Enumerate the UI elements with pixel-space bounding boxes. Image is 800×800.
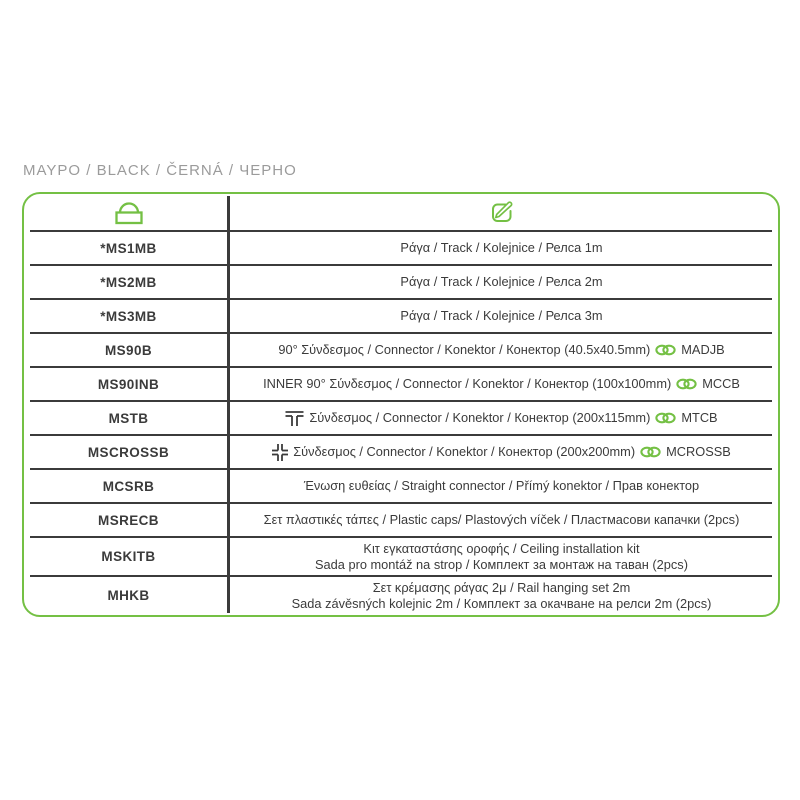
product-description: Σύνδεσμος / Connector / Konektor / Конектор (200x115mm) [309,410,651,425]
chain-link-icon [655,412,676,424]
product-description: INNER 90° Σύνδεσμος / Connector / Konektor / Конектор (100x100mm) [263,376,672,391]
table-row [30,230,772,264]
table-row [30,298,772,332]
color-variant-heading: ΜΑΥΡΟ / BLACK / ČERNÁ / ЧЕРНО [23,162,297,179]
product-description: Ράγα / Track / Kolejnice / Релса 2m [400,274,603,289]
related-product-code: MADJB [681,342,725,357]
table-body [30,230,772,614]
product-description: Σετ πλαστικές τάπες / Plastic caps/ Plastových víček / Пластмасови капачки (2pcs) [263,512,740,527]
product-code: MS90B [104,342,152,358]
chain-link-icon [676,378,697,390]
product-code: MSTB [108,410,149,426]
product-code: MHKB [107,588,150,603]
table-row [30,400,772,434]
table-row [30,434,772,468]
chain-link-icon [640,446,661,458]
product-description: Sada závěsných kolejnic 2m / Комплект за окачване на релси 2m (2pcs) [291,595,712,611]
product-code: MSRECB [98,512,159,528]
table-row [30,502,772,536]
product-description: Ένωση ευθείας / Straight connector / Přímý konektor / Прав конектор [303,478,700,493]
table-row [30,332,772,366]
table-row [30,366,772,400]
product-description: Σετ κρέμασης ράγας 2μ / Rail hanging set 2m [372,579,631,595]
product-spec-table [22,192,780,617]
product-description: Κιτ εγκαταστάσης οροφής / Ceiling installation kit [363,540,640,556]
tee-junction-icon [285,411,304,426]
product-code: MSCROSSB [87,444,170,460]
product-code: MSKITB [101,549,156,564]
header-description-column [227,194,772,230]
chain-link-icon [655,344,676,356]
product-code: *MS3MB [100,308,157,324]
cross-junction-icon [272,444,288,461]
lock-icon [111,199,147,225]
product-description: Ράγα / Track / Kolejnice / Релса 3m [400,308,603,323]
table-row [30,468,772,502]
table-row [30,264,772,298]
product-code: MCSRB [102,478,155,494]
header-code-column [30,194,227,230]
column-divider [227,196,230,613]
table-row [30,575,772,614]
product-code: MS90INB [97,376,160,392]
related-product-code: MCROSSB [666,444,731,459]
product-code: *MS1MB [100,240,157,256]
table-header-row [30,194,772,230]
table-row [30,536,772,575]
product-description: 90° Σύνδεσμος / Connector / Konektor / Конектор (40.5x40.5mm) [278,342,651,357]
related-product-code: MCCB [702,376,740,391]
edit-pencil-icon [487,199,517,226]
product-code: *MS2MB [100,274,157,290]
product-description: Σύνδεσμος / Connector / Konektor / Конектор (200x200mm) [293,444,636,459]
product-description: Sada pro montáž na strop / Комплект за монтаж на таван (2pcs) [315,556,688,572]
related-product-code: MTCB [681,410,718,425]
product-description: Ράγα / Track / Kolejnice / Релса 1m [400,240,603,255]
